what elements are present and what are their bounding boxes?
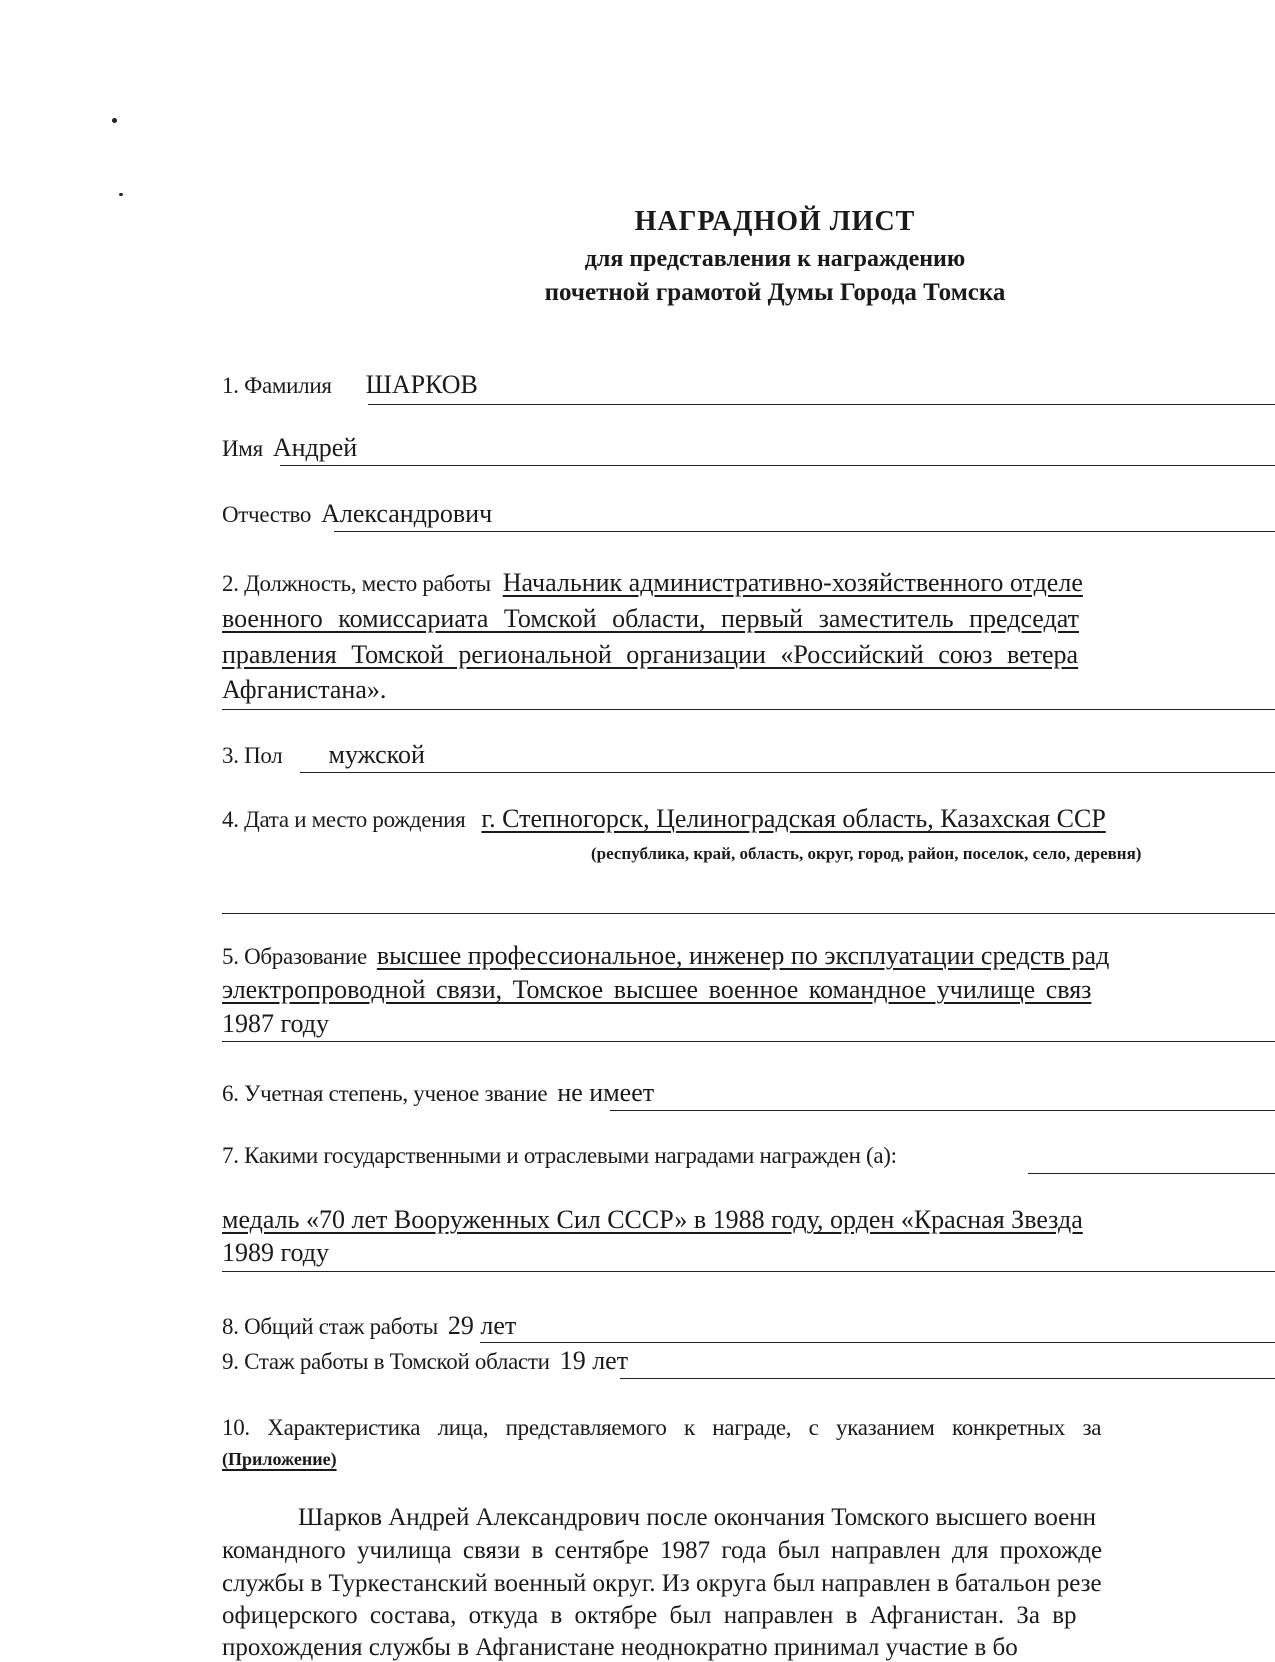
experience-label: 8. Общий стаж работы	[222, 1314, 438, 1339]
tomsk-experience-label: 9. Стаж работы в Томской области	[222, 1349, 550, 1374]
appendix-label: (Приложение)	[222, 1449, 337, 1469]
characteristic-row	[222, 1415, 1275, 1441]
sex-row	[222, 740, 1275, 770]
education-row	[222, 941, 1275, 971]
underline	[222, 913, 1275, 914]
degree-label: 6. Учетная степень, ученое звание	[222, 1081, 548, 1106]
awards-label: 7. Какими государственными и отраслевыми наградами награжден (а):	[222, 1143, 897, 1168]
experience-row	[222, 1311, 1275, 1341]
birth-label: 4. Дата и место рождения	[222, 807, 466, 832]
body-text-line: офицерского состава, откуда в октябре был направлен в Афганистан. За вр	[222, 1602, 1077, 1629]
position-value: военного комиссариата Томской области, первый заместитель председат	[222, 604, 1079, 633]
underline	[368, 404, 1275, 405]
education-value: электропроводной связи, Томское высшее военное командное училище связ	[222, 975, 1092, 1004]
name-row	[222, 433, 1275, 463]
characteristic-label: 10. Характеристика лица, представляемого к награде, с указанием конкретных за	[222, 1415, 1102, 1440]
underline	[222, 1041, 1275, 1042]
position-row	[222, 568, 1275, 598]
birth-row	[222, 804, 1275, 834]
underline	[480, 1342, 1275, 1343]
underline	[1028, 1173, 1275, 1174]
sex-value: мужской	[328, 740, 425, 769]
experience-value: 29 лет	[447, 1311, 517, 1340]
underline	[280, 465, 1275, 466]
underline	[300, 772, 1275, 773]
body-text-line: Шарков Андрей Александрович после окончания Томского высшего военн	[298, 1504, 1097, 1531]
document-subtitle: почетной грамотой Думы Города Томска	[544, 279, 1006, 306]
body-text-line: прохождения службы в Афганистане неоднократно принимал участие в бо	[222, 1634, 1018, 1661]
position-label: 2. Должность, место работы	[222, 571, 491, 596]
education-label: 5. Образование	[222, 944, 367, 969]
patronymic-row	[222, 499, 1275, 529]
underline	[334, 531, 1275, 532]
birth-value: г. Степногорск, Целиноградская область, Казахская ССР	[481, 804, 1106, 833]
tomsk-experience-row	[222, 1346, 1275, 1376]
sex-label: 3. Пол	[222, 743, 283, 768]
name-value: Андрей	[272, 433, 358, 462]
surname-row	[222, 370, 1275, 400]
document-subtitle: для представления к награждению	[584, 246, 966, 272]
position-value: Начальник административно-хозяйственного отделе	[502, 568, 1083, 597]
degree-value: не имеет	[557, 1078, 655, 1107]
awards-row	[222, 1143, 1275, 1169]
surname-value: ШАРКОВ	[365, 370, 478, 399]
education-value: 1987 году	[222, 1009, 329, 1038]
position-value: правления Томской региональной организации «Российский союз ветера	[222, 640, 1079, 669]
awards-value: 1989 году	[222, 1238, 329, 1267]
patronymic-label: Отчество	[222, 502, 312, 527]
awards-value: медаль «70 лет Вооруженных Сил СССР» в 1988 году, орден «Красная Звезда	[222, 1205, 1083, 1234]
position-value: Афганистана».	[222, 675, 387, 704]
underline	[222, 709, 1275, 710]
underline	[610, 1110, 1275, 1111]
underline	[620, 1378, 1275, 1379]
body-text-line: командного училища связи в сентябре 1987 года был направлен для прохожде	[222, 1537, 1103, 1564]
document-title: НАГРАДНОЙ ЛИСТ	[634, 206, 916, 237]
patronymic-value: Александрович	[321, 499, 493, 528]
degree-row	[222, 1078, 1275, 1108]
education-value: высшее профессиональное, инженер по эксплуатации средств рад	[376, 941, 1110, 970]
name-label: Имя	[222, 436, 263, 461]
tomsk-experience-value: 19 лет	[559, 1346, 629, 1375]
surname-label: 1. Фамилия	[222, 373, 332, 398]
birth-hint: (республика, край, область, округ, город, район, поселок, село, деревня)	[591, 844, 1142, 863]
underline	[222, 1271, 1275, 1272]
body-text-line: службы в Туркестанский военный округ. Из округа был направлен в батальон резе	[222, 1570, 1102, 1597]
scan-speck	[119, 193, 123, 196]
scan-speck	[112, 118, 117, 123]
